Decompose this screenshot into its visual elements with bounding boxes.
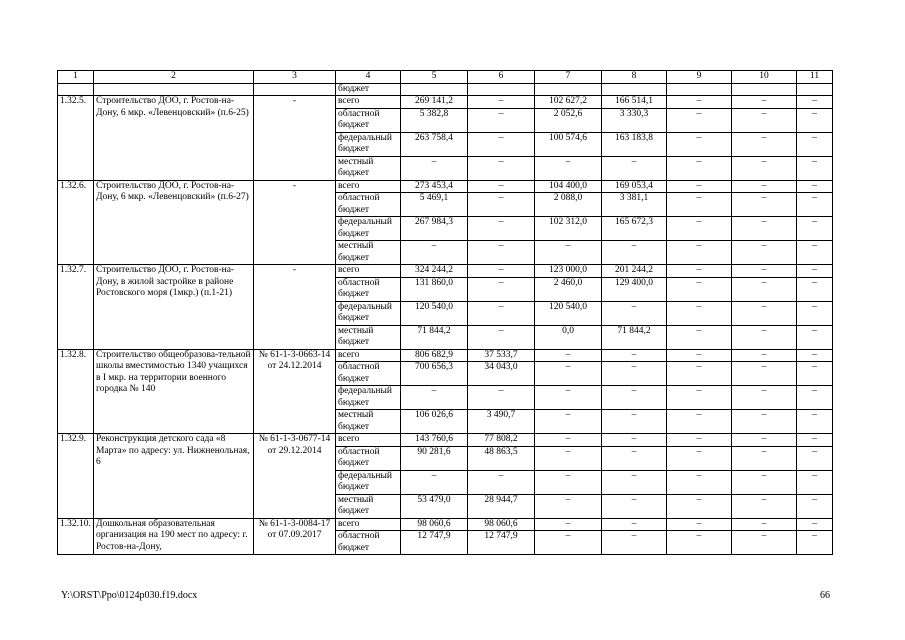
amount-cell: – — [667, 349, 732, 362]
funding-source-cell: областной бюджет — [336, 108, 401, 132]
amount-cell: 131 860,0 — [401, 277, 468, 301]
amount-cell: – — [797, 96, 833, 109]
amount-cell: – — [667, 494, 732, 518]
amount-cell: – — [667, 96, 732, 109]
amount-cell: – — [602, 410, 667, 434]
amount-cell: 143 760,6 — [401, 434, 468, 447]
amount-cell: – — [468, 156, 535, 180]
amount-cell: – — [667, 410, 732, 434]
empty-cell — [468, 83, 535, 96]
amount-cell: – — [732, 180, 797, 193]
amount-cell: – — [468, 108, 535, 132]
amount-cell: 267 984,3 — [401, 217, 468, 241]
project-name-cell: Реконструкция детского сада «8 Марта» по адресу: ул. Нижненольная, 6 — [94, 434, 254, 519]
amount-cell: – — [535, 241, 602, 265]
amount-cell: – — [468, 193, 535, 217]
amount-cell: – — [797, 518, 833, 531]
amount-cell: 53 479,0 — [401, 494, 468, 518]
amount-cell: 3 330,3 — [602, 108, 667, 132]
amount-cell: – — [667, 362, 732, 386]
amount-cell: – — [667, 277, 732, 301]
amount-cell: 5 469,1 — [401, 193, 468, 217]
amount-cell: – — [732, 108, 797, 132]
amount-cell: – — [797, 325, 833, 349]
funding-source-cell: федеральный бюджет — [336, 217, 401, 241]
project-number-cell: 1.32.10. — [58, 518, 94, 555]
funding-source-cell: областной бюджет — [336, 277, 401, 301]
empty-cell — [797, 83, 833, 96]
amount-cell: 120 540,0 — [535, 301, 602, 325]
amount-cell: 104 400,0 — [535, 180, 602, 193]
amount-cell: – — [401, 241, 468, 265]
amount-cell: – — [797, 410, 833, 434]
empty-cell — [602, 83, 667, 96]
column-header: 7 — [535, 71, 602, 84]
amount-cell: 77 808,2 — [468, 434, 535, 447]
amount-cell: – — [732, 265, 797, 278]
amount-cell: – — [602, 349, 667, 362]
amount-cell: 163 183,8 — [602, 132, 667, 156]
amount-cell: 165 672,3 — [602, 217, 667, 241]
column-header: 8 — [602, 71, 667, 84]
amount-cell: – — [797, 470, 833, 494]
amount-cell: 263 758,4 — [401, 132, 468, 156]
funding-source-cell: федеральный бюджет — [336, 470, 401, 494]
amount-cell: – — [732, 132, 797, 156]
amount-cell: – — [732, 434, 797, 447]
table-row — [58, 265, 833, 278]
amount-cell: – — [535, 410, 602, 434]
amount-cell: 3 381,1 — [602, 193, 667, 217]
amount-cell: – — [667, 108, 732, 132]
amount-cell: 324 244,2 — [401, 265, 468, 278]
amount-cell: – — [667, 180, 732, 193]
amount-cell: – — [667, 325, 732, 349]
amount-cell: – — [401, 470, 468, 494]
amount-cell: – — [468, 132, 535, 156]
amount-cell: – — [602, 301, 667, 325]
amount-cell: – — [468, 301, 535, 325]
funding-source-cell: всего — [336, 349, 401, 362]
amount-cell: – — [797, 108, 833, 132]
amount-cell: – — [797, 193, 833, 217]
amount-cell: – — [732, 156, 797, 180]
footer-page-number: 66 — [820, 590, 830, 601]
amount-cell: – — [468, 217, 535, 241]
amount-cell: 3 490,7 — [468, 410, 535, 434]
table-row — [58, 180, 833, 193]
amount-cell: – — [732, 96, 797, 109]
funding-source-cell: всего — [336, 518, 401, 531]
project-number-cell: 1.32.5. — [58, 96, 94, 181]
amount-cell: 201 244,2 — [602, 265, 667, 278]
amount-cell: – — [667, 531, 732, 555]
column-header: 10 — [732, 71, 797, 84]
amount-cell: 12 747,9 — [401, 531, 468, 555]
project-document-cell: - — [254, 180, 336, 265]
amount-cell: 106 026,6 — [401, 410, 468, 434]
amount-cell: – — [732, 277, 797, 301]
amount-cell: – — [797, 349, 833, 362]
amount-cell: – — [667, 265, 732, 278]
amount-cell: – — [602, 156, 667, 180]
amount-cell: – — [797, 362, 833, 386]
project-document-cell: - — [254, 265, 336, 350]
amount-cell: – — [468, 96, 535, 109]
project-document-cell: № 61-1-3-0663-14 от 24.12.2014 — [254, 349, 336, 434]
amount-cell: – — [535, 494, 602, 518]
empty-cell — [58, 83, 94, 96]
amount-cell: – — [602, 518, 667, 531]
source-cell: бюджет — [336, 83, 401, 96]
amount-cell: – — [797, 494, 833, 518]
amount-cell: – — [797, 277, 833, 301]
project-document-cell: № 61-1-3-0084-17 от 07.09.2017 — [254, 518, 336, 555]
amount-cell: – — [535, 518, 602, 531]
footer-file-path: Y:\ORST\Ppo\0124p030.f19.docx — [61, 590, 198, 601]
funding-source-cell: всего — [336, 434, 401, 447]
amount-cell: 120 540,0 — [401, 301, 468, 325]
amount-cell: 169 053,4 — [602, 180, 667, 193]
amount-cell: 71 844,2 — [602, 325, 667, 349]
column-header: 6 — [468, 71, 535, 84]
amount-cell: 806 682,9 — [401, 349, 468, 362]
column-header: 11 — [797, 71, 833, 84]
funding-source-cell: местный бюджет — [336, 325, 401, 349]
amount-cell: – — [732, 531, 797, 555]
amount-cell: 90 281,6 — [401, 446, 468, 470]
continuation-row — [58, 83, 833, 96]
amount-cell: – — [797, 156, 833, 180]
empty-cell — [254, 83, 336, 96]
amount-cell: – — [732, 518, 797, 531]
amount-cell: – — [602, 386, 667, 410]
table-row — [58, 96, 833, 109]
amount-cell: – — [667, 518, 732, 531]
amount-cell: 37 533,7 — [468, 349, 535, 362]
column-header: 2 — [94, 71, 254, 84]
amount-cell: – — [602, 362, 667, 386]
amount-cell: 700 656,3 — [401, 362, 468, 386]
funding-source-cell: всего — [336, 96, 401, 109]
amount-cell: – — [797, 217, 833, 241]
project-name-cell: Строительство ДОО, г. Ростов-на-Дону, в жилой застройке в районе Ростовского моря (1мкр.) (п.1-21) — [94, 265, 254, 350]
funding-source-cell: федеральный бюджет — [336, 132, 401, 156]
amount-cell: 273 453,4 — [401, 180, 468, 193]
amount-cell: – — [401, 386, 468, 410]
amount-cell: – — [797, 180, 833, 193]
table-body — [58, 71, 833, 555]
project-document-cell: № 61-1-3-0677-14 от 29.12.2014 — [254, 434, 336, 519]
amount-cell: 5 382,8 — [401, 108, 468, 132]
funding-source-cell: местный бюджет — [336, 156, 401, 180]
amount-cell: – — [732, 362, 797, 386]
amount-cell: – — [732, 410, 797, 434]
empty-cell — [535, 83, 602, 96]
amount-cell: – — [468, 180, 535, 193]
amount-cell: 28 944,7 — [468, 494, 535, 518]
amount-cell: 34 043,0 — [468, 362, 535, 386]
amount-cell: – — [535, 349, 602, 362]
amount-cell: – — [667, 217, 732, 241]
project-name-cell: Дошкольная образовательная организация на 190 мест по адресу: г. Ростов-на-Дону, — [94, 518, 254, 555]
amount-cell: 166 514,1 — [602, 96, 667, 109]
column-header: 3 — [254, 71, 336, 84]
project-number-cell: 1.32.7. — [58, 265, 94, 350]
amount-cell: – — [468, 325, 535, 349]
amount-cell: – — [535, 386, 602, 410]
amount-cell: – — [732, 349, 797, 362]
funding-source-cell: всего — [336, 180, 401, 193]
amount-cell: – — [401, 156, 468, 180]
amount-cell: – — [535, 156, 602, 180]
amount-cell: – — [468, 265, 535, 278]
amount-cell: – — [732, 301, 797, 325]
amount-cell: – — [797, 531, 833, 555]
funding-source-cell: областной бюджет — [336, 531, 401, 555]
amount-cell: – — [732, 470, 797, 494]
budget-table — [57, 70, 833, 555]
table-row — [58, 518, 833, 531]
amount-cell: – — [535, 531, 602, 555]
amount-cell: – — [667, 193, 732, 217]
amount-cell: – — [667, 301, 732, 325]
project-number-cell: 1.32.6. — [58, 180, 94, 265]
amount-cell: 129 400,0 — [602, 277, 667, 301]
amount-cell: 269 141,2 — [401, 96, 468, 109]
amount-cell: – — [535, 470, 602, 494]
project-number-cell: 1.32.9. — [58, 434, 94, 519]
amount-cell: 2 052,6 — [535, 108, 602, 132]
amount-cell: 123 000,0 — [535, 265, 602, 278]
amount-cell: – — [667, 446, 732, 470]
amount-cell: – — [732, 217, 797, 241]
amount-cell: – — [732, 386, 797, 410]
amount-cell: 102 312,0 — [535, 217, 602, 241]
amount-cell: – — [535, 362, 602, 386]
column-header: 1 — [58, 71, 94, 84]
project-number-cell: 1.32.8. — [58, 349, 94, 434]
amount-cell: – — [732, 494, 797, 518]
column-header: 5 — [401, 71, 468, 84]
amount-cell: – — [797, 301, 833, 325]
amount-cell: 2 460,0 — [535, 277, 602, 301]
amount-cell: – — [797, 265, 833, 278]
amount-cell: 12 747,9 — [468, 531, 535, 555]
table-row — [58, 434, 833, 447]
amount-cell: – — [602, 531, 667, 555]
empty-cell — [732, 83, 797, 96]
amount-cell: – — [732, 241, 797, 265]
amount-cell: – — [468, 386, 535, 410]
project-name-cell: Строительство ДОО, г. Ростов-на-Дону, 6 мкр. «Левенцовский» (п.6-25) — [94, 96, 254, 181]
column-header: 4 — [336, 71, 401, 84]
amount-cell: – — [468, 470, 535, 494]
funding-source-cell: федеральный бюджет — [336, 386, 401, 410]
project-document-cell: - — [254, 96, 336, 181]
amount-cell: – — [732, 325, 797, 349]
amount-cell: – — [797, 434, 833, 447]
funding-source-cell: местный бюджет — [336, 241, 401, 265]
amount-cell: 98 060,6 — [401, 518, 468, 531]
empty-cell — [401, 83, 468, 96]
amount-cell: – — [602, 470, 667, 494]
amount-cell: – — [732, 193, 797, 217]
amount-cell: – — [535, 446, 602, 470]
amount-cell: – — [667, 434, 732, 447]
amount-cell: 102 627,2 — [535, 96, 602, 109]
amount-cell: – — [797, 241, 833, 265]
amount-cell: 71 844,2 — [401, 325, 468, 349]
amount-cell: – — [602, 241, 667, 265]
amount-cell: – — [468, 277, 535, 301]
amount-cell: 0,0 — [535, 325, 602, 349]
amount-cell: – — [797, 386, 833, 410]
funding-source-cell: местный бюджет — [336, 494, 401, 518]
amount-cell: – — [732, 446, 797, 470]
table-row — [58, 349, 833, 362]
header-row — [58, 71, 833, 84]
amount-cell: – — [602, 494, 667, 518]
amount-cell: – — [797, 446, 833, 470]
amount-cell: – — [667, 132, 732, 156]
funding-source-cell: всего — [336, 265, 401, 278]
amount-cell: 48 863,5 — [468, 446, 535, 470]
amount-cell: – — [667, 470, 732, 494]
project-name-cell: Строительство общеобразова-тельной школы вместимостью 1340 учащихся в I мкр. на территории военного городка № 140 — [94, 349, 254, 434]
amount-cell: – — [797, 132, 833, 156]
amount-cell: 100 574,6 — [535, 132, 602, 156]
column-header: 9 — [667, 71, 732, 84]
empty-cell — [94, 83, 254, 96]
amount-cell: – — [468, 241, 535, 265]
funding-source-cell: областной бюджет — [336, 193, 401, 217]
amount-cell: – — [602, 434, 667, 447]
amount-cell: – — [667, 156, 732, 180]
funding-source-cell: областной бюджет — [336, 362, 401, 386]
funding-source-cell: федеральный бюджет — [336, 301, 401, 325]
empty-cell — [667, 83, 732, 96]
project-name-cell: Строительство ДОО, г. Ростов-на-Дону, 6 мкр. «Левенцовский» (п.6-27) — [94, 180, 254, 265]
amount-cell: – — [535, 434, 602, 447]
amount-cell: – — [667, 386, 732, 410]
amount-cell: – — [602, 446, 667, 470]
amount-cell: 2 088,0 — [535, 193, 602, 217]
amount-cell: – — [667, 241, 732, 265]
funding-source-cell: областной бюджет — [336, 446, 401, 470]
funding-source-cell: местный бюджет — [336, 410, 401, 434]
amount-cell: 98 060,6 — [468, 518, 535, 531]
